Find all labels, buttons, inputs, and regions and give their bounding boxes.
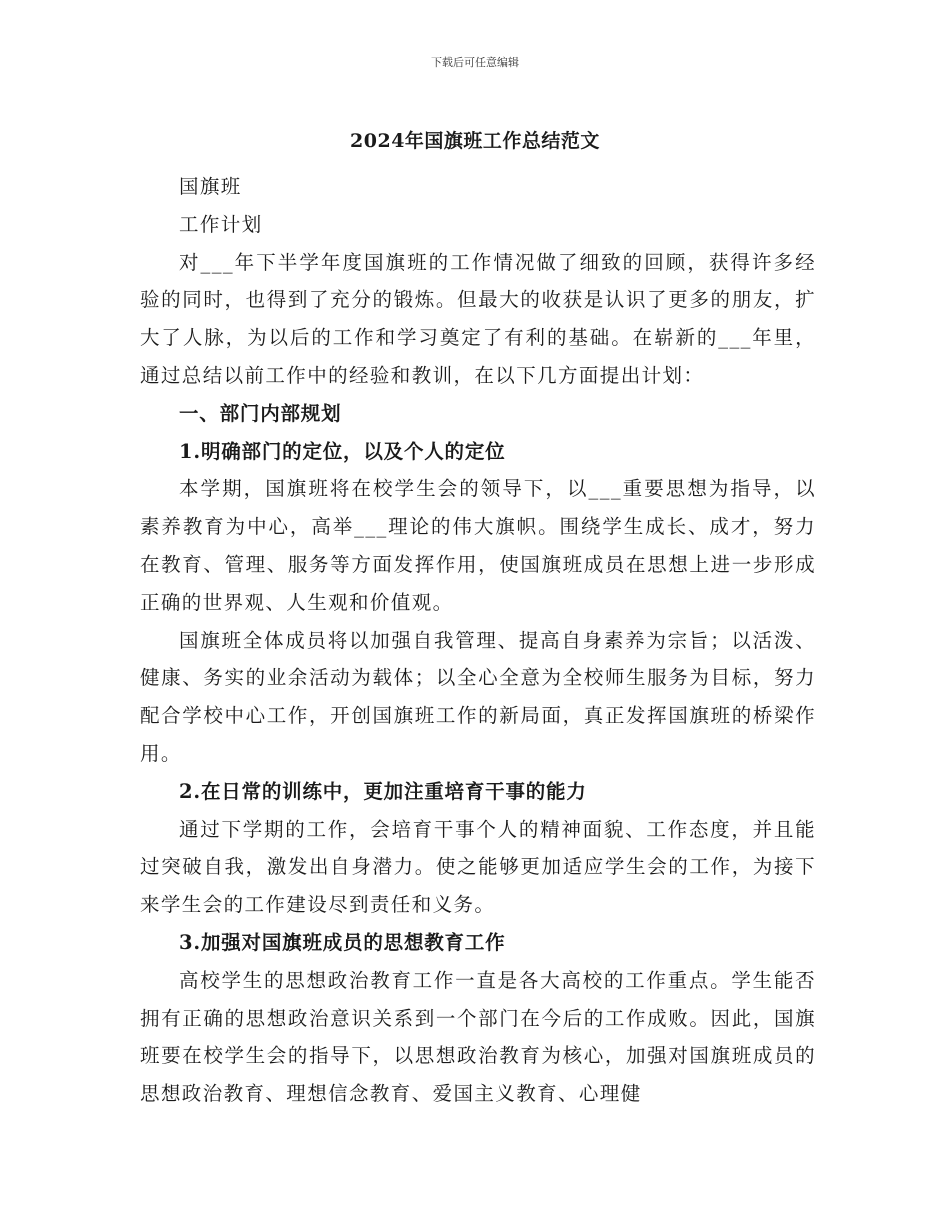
paragraph-2: 国旗班全体成员将以加强自我管理、提高自身素养为宗旨；以活泼、健康、务实的业余活动为载体；以全心全意为全校师生服务为目标，努力配合学校中心工作，开创国旗班工作的新局面，真正发挥国旗班的桥梁作用。 — [140, 628, 816, 765]
line-gongzuojihua: 工作计划 — [179, 212, 263, 236]
document-body — [140, 168, 816, 1113]
paragraph-1: 本学期，国旗班将在校学生会的领导下，以___重要思想为指导，以素养教育为中心，高举___理论的伟大旗帜。围绕学生成长、成才，努力在教育、管理、服务等方面发挥作用，使国旗班成员在思想上进一步形成正确的世界观、人生观和价值观。 — [140, 477, 816, 614]
header-note: 下载后可任意编辑 — [431, 56, 519, 69]
section-heading-1: 一、部门内部规划 — [179, 401, 342, 425]
paragraph-3: 通过下学期的工作，会培育干事个人的精神面貌、工作态度，并且能过突破自我，激发出自身潜力。使之能够更加适应学生会的工作，为接下来学生会的工作建设尽到责任和义务。 — [140, 817, 816, 917]
subheading-2: 2.在日常的训练中，更加注重培育干事的能力 — [179, 779, 587, 803]
intro-paragraph: 对___年下半学年度国旗班的工作情况做了细致的回顾，获得许多经验的同时，也得到了充分的锻炼。但最大的收获是认识了更多的朋友，扩大了人脉，为以后的工作和学习奠定了有利的基础。在崭新的___年里，通过总结以前工作中的经验和教训，在以下几方面提出计划： — [140, 250, 816, 387]
line-guoqiban: 国旗班 — [179, 175, 242, 198]
subheading-1: 1.明确部门的定位，以及个人的定位 — [179, 439, 506, 463]
document-title: 2024年国旗班工作总结范文 — [350, 130, 600, 152]
subheading-3: 3.加强对国旗班成员的思想教育工作 — [179, 930, 506, 954]
paragraph-4: 高校学生的思想政治教育工作一直是各大高校的工作重点。学生能否拥有正确的思想政治意识关系到一个部门在今后的工作成败。因此，国旗班要在校学生会的指导下，以思想政治教育为核心，加强对国旗班成员的思想政治教育、理想信念教育、爱国主义教育、心理健 — [140, 968, 816, 1106]
